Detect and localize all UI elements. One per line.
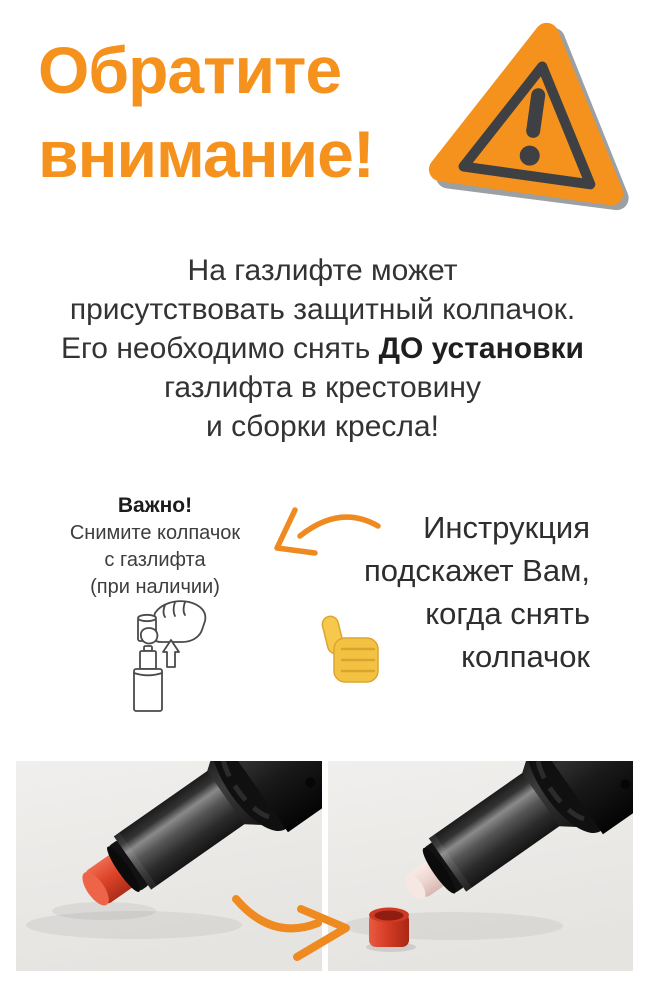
red-cap-on-surface <box>366 908 416 953</box>
important-note-line: (при наличии) <box>90 576 220 598</box>
warning-line: На газлифте может <box>187 254 458 287</box>
warning-line: присутствовать защитный колпачок. <box>69 293 576 326</box>
important-note-title: Важно! <box>117 494 193 517</box>
warning-line-normal: Его необходимо снять <box>61 332 379 365</box>
page-title-line1: Обратите <box>38 33 342 107</box>
thumbs-up-icon <box>320 610 382 686</box>
photo-gas-lift-cap-removed <box>328 761 633 971</box>
warning-line <box>0 329 645 368</box>
warning-paragraph <box>0 251 645 446</box>
instruction-note <box>250 506 590 678</box>
warning-line: и сборки кресла! <box>206 410 439 443</box>
instruction-line: когда снять <box>425 596 590 631</box>
warning-line-bold: ДО установки <box>378 332 584 365</box>
important-note-line: Снимите колпачок <box>69 522 241 544</box>
page-title-line2: внимание! <box>38 117 374 191</box>
instruction-line: Инструкция <box>423 510 590 545</box>
important-note-line: с газлифта <box>104 549 206 571</box>
photo-gas-lift-with-cap <box>16 761 322 971</box>
instruction-line: подскажет Вам, <box>363 553 590 588</box>
page-title <box>38 28 374 196</box>
important-note <box>45 492 265 601</box>
instruction-line: колпачок <box>461 639 590 674</box>
warning-line: газлифта в крестовину <box>164 371 481 404</box>
warning-triangle-icon <box>428 12 642 224</box>
cap-removal-diagram-icon <box>105 597 220 715</box>
